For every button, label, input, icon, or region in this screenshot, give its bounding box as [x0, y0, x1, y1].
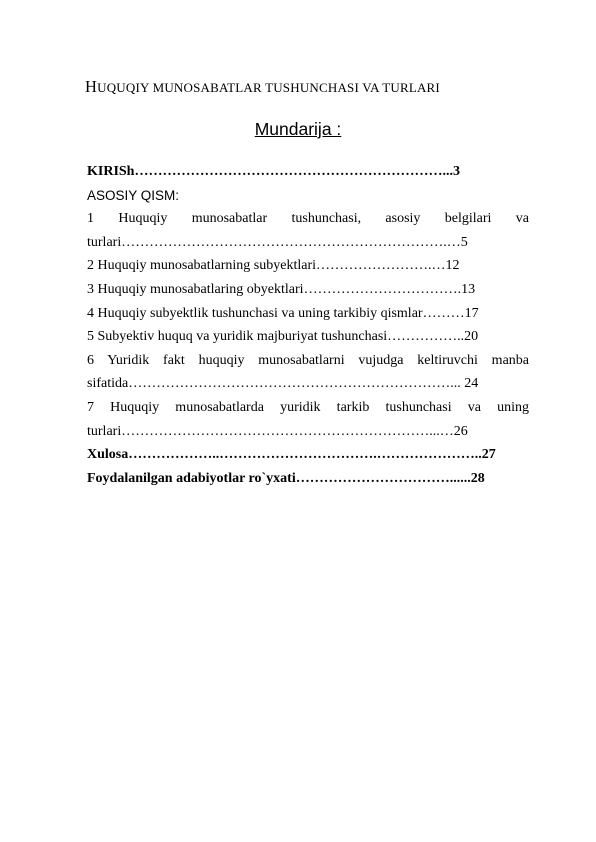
toc-section-main-part: ASOSIY QISM:: [87, 187, 180, 203]
toc-entry-1-line-2[interactable]: turlari…………………………………………………………….…5: [87, 234, 468, 250]
toc-entry-conclusion[interactable]: Xulosa………………..…………………………….…………………..27: [87, 447, 496, 463]
toc-entry-7-line-2[interactable]: turlari…………………………………………………………...…26: [87, 423, 468, 439]
toc-entry-introduction[interactable]: KIRISh…………………………………………………………...3: [87, 164, 460, 179]
toc-entry-5[interactable]: 5 Subyektiv huquq va yuridik majburiyat tushunchasi……………..20: [87, 329, 479, 345]
toc-entry-6-line-2[interactable]: sifatida……………………………………………………………... 24: [87, 376, 479, 392]
toc-entry-bibliography[interactable]: Foydalanilgan adabiyotlar ro`yxati……………………………......28: [87, 470, 485, 486]
toc-entry-7-line-1[interactable]: 7 Huquqiy munosabatlarda yuridik tarkib tushunchasi va uning: [87, 399, 529, 415]
title-rest: UQUQIY MUNOSABATLAR TUSHUNCHASI VA TURLARI: [97, 80, 440, 95]
toc-heading: Mundarija :: [254, 119, 342, 139]
document-title: [85, 77, 545, 97]
table-of-contents: [87, 160, 529, 490]
toc-entry-2[interactable]: 2 Huquqiy munosabatlarning subyektlari…………………….…12: [87, 258, 460, 274]
title-initial: H: [85, 77, 98, 96]
toc-entry-4[interactable]: 4 Huquqiy subyektlik tushunchasi va uning tarkibiy qismlar………17: [87, 305, 479, 321]
toc-entry-6-line-1[interactable]: 6 Yuridik fakt huquqiy munosabatlarni vujudga keltiruvchi manba: [87, 352, 529, 368]
toc-entry-3[interactable]: 3 Huquqiy munosabatlaring obyektlari…………………………….13: [87, 281, 476, 297]
toc-entry-1-line-1[interactable]: 1 Huquqiy munosabatlar tushunchasi, asosiy belgilari va: [87, 211, 529, 227]
